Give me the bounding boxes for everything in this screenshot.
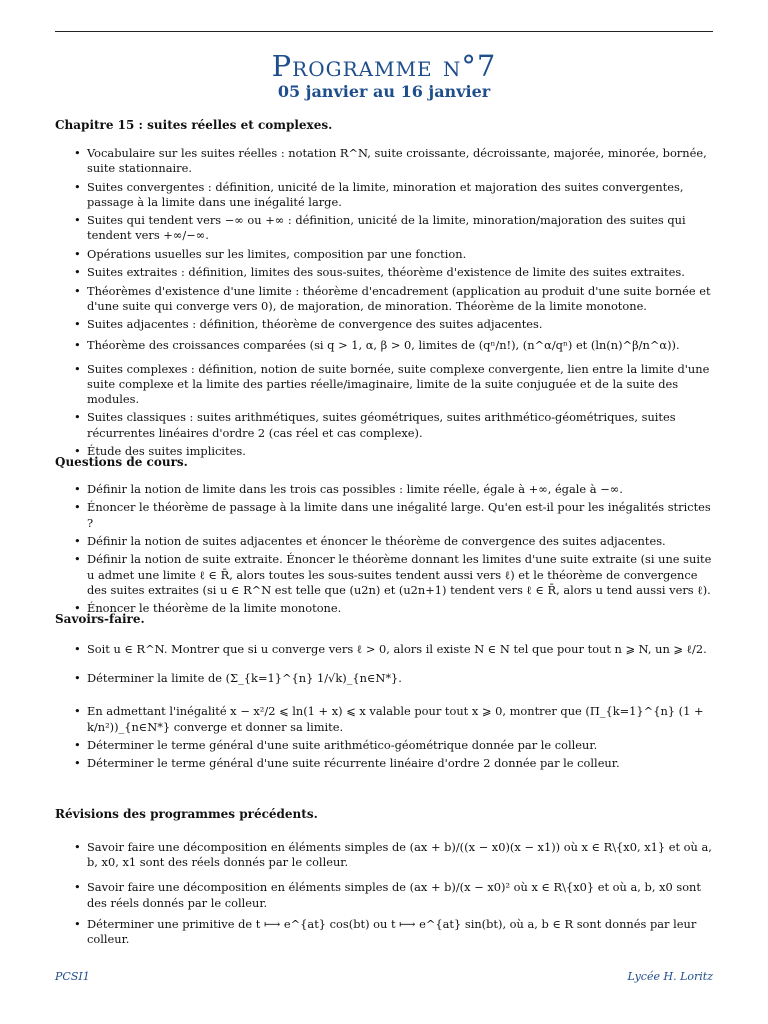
list-item: • Définir la notion de suite extraite. Énoncer le théorème donnant les limites d'une suite extraite (si une suite u admet une limite ℓ ∈ R̄, alors toutes les sous-suites tendent aussi vers ℓ) et le théorème de convergence des suites extraites (si u ∈ R^N est telle que (u2n) et (u2n+1) tendent vers ℓ ∈ R̄, alors u tend aussi vers ℓ). [55, 552, 713, 598]
list-item: • Théorème des croissances comparées (si q > 1, α, β > 0, limites de (qⁿ/n!), (n^α/qⁿ) et (ln(n)^β/n^α)). [55, 338, 713, 353]
list-item: • Opérations usuelles sur les limites, composition par une fonction. [55, 247, 713, 262]
page-title: Programme n°7 [271, 49, 497, 83]
list-item: • Suites classiques : suites arithmétiques, suites géométriques, suites arithmético-géométriques, suites récurrentes linéaires d'ordre 2 (cas réel et cas complexe). [55, 410, 713, 440]
list-item: • Théorèmes d'existence d'une limite : théorème d'encadrement (application au produit d'une suite bornée et d'une suite qui converge vers 0), de majoration, de minoration. Théorème de la limite monotone. [55, 284, 713, 314]
section-heading-questions: Questions de cours. [55, 455, 188, 469]
top-rule [55, 31, 713, 32]
list-item: • Savoir faire une décomposition en éléments simples de (ax + b)/((x − x0)(x − x1)) où x ∈ R\{x0, x1} et où a, b, x0, x1 sont des réels donnés par le colleur. [55, 840, 713, 870]
page-subtitle: 05 janvier au 16 janvier [277, 82, 491, 101]
list-item: • Déterminer une primitive de t ⟼ e^{at} cos(bt) ou t ⟼ e^{at} sin(bt), où a, b ∈ R sont donnés par leur colleur. [55, 917, 713, 947]
list-item: • Déterminer le terme général d'une suite arithmético-géométrique donnée par le colleur. [55, 738, 713, 753]
list-item: • Vocabulaire sur les suites réelles : notation R^N, suite croissante, décroissante, majorée, minorée, bornée, suite stationnaire. [55, 146, 713, 176]
list-revisions [55, 840, 713, 950]
list-item: • En admettant l'inégalité x − x²/2 ⩽ ln(1 + x) ⩽ x valable pour tout x ⩾ 0, montrer que (Π_{k=1}^{n} (1 + k/n²))_{n∈N*} converge et donner sa limite. [55, 704, 713, 734]
footer-class: PCSI1 [55, 970, 90, 983]
list-item: • Déterminer le terme général d'une suite récurrente linéaire d'ordre 2 donnée par le colleur. [55, 756, 713, 771]
list-item: • Soit u ∈ R^N. Montrer que si u converge vers ℓ > 0, alors il existe N ∈ N tel que pour tout n ⩾ N, un ⩾ ℓ/2. [55, 642, 713, 657]
list-item: • Étude des suites implicites. [55, 444, 713, 459]
list-savoirs [55, 642, 713, 775]
section-heading-chapitre: Chapitre 15 : suites réelles et complexes. [55, 118, 333, 132]
list-item: • Suites complexes : définition, notion de suite bornée, suite complexe convergente, lien entre la limite d'une suite complexe et la limite des parties réelle/imaginaire, limite de la suite conjuguée et de la suite des modules. [55, 362, 713, 408]
list-item: • Définir la notion de limite dans les trois cas possibles : limite réelle, égale à +∞, égale à −∞. [55, 482, 713, 497]
list-item: • Suites adjacentes : définition, théorème de convergence des suites adjacentes. [55, 317, 713, 332]
list-item: • Déterminer la limite de (Σ_{k=1}^{n} 1/√k)_{n∈N*}. [55, 671, 713, 686]
section-heading-revisions: Révisions des programmes précédents. [55, 807, 318, 821]
list-item: • Suites convergentes : définition, unicité de la limite, minoration et majoration des suites convergentes, passage à la limite dans une inégalité large. [55, 180, 713, 210]
list-item: • Définir la notion de suites adjacentes et énoncer le théorème de convergence des suites adjacentes. [55, 534, 713, 549]
list-item: • Énoncer le théorème de passage à la limite dans une inégalité large. Qu'en est-il pour les inégalités strictes ? [55, 500, 713, 530]
list-questions [55, 482, 713, 620]
list-item: • Énoncer le théorème de la limite monotone. [55, 601, 713, 616]
list-item: • Suites extraites : définition, limites des sous-suites, théorème d'existence de limite des suites extraites. [55, 265, 713, 280]
list-item: • Savoir faire une décomposition en éléments simples de (ax + b)/(x − x0)² où x ∈ R\{x0} et où a, b, x0 sont des réels donnés par le colleur. [55, 880, 713, 910]
list-chapitre [55, 146, 713, 462]
footer-school: Lycée H. Loritz [627, 970, 713, 983]
section-heading-savoirs: Savoirs-faire. [55, 612, 145, 626]
list-item: • Suites qui tendent vers −∞ ou +∞ : définition, unicité de la limite, minoration/majoration des suites qui tendent vers +∞/−∞. [55, 213, 713, 243]
